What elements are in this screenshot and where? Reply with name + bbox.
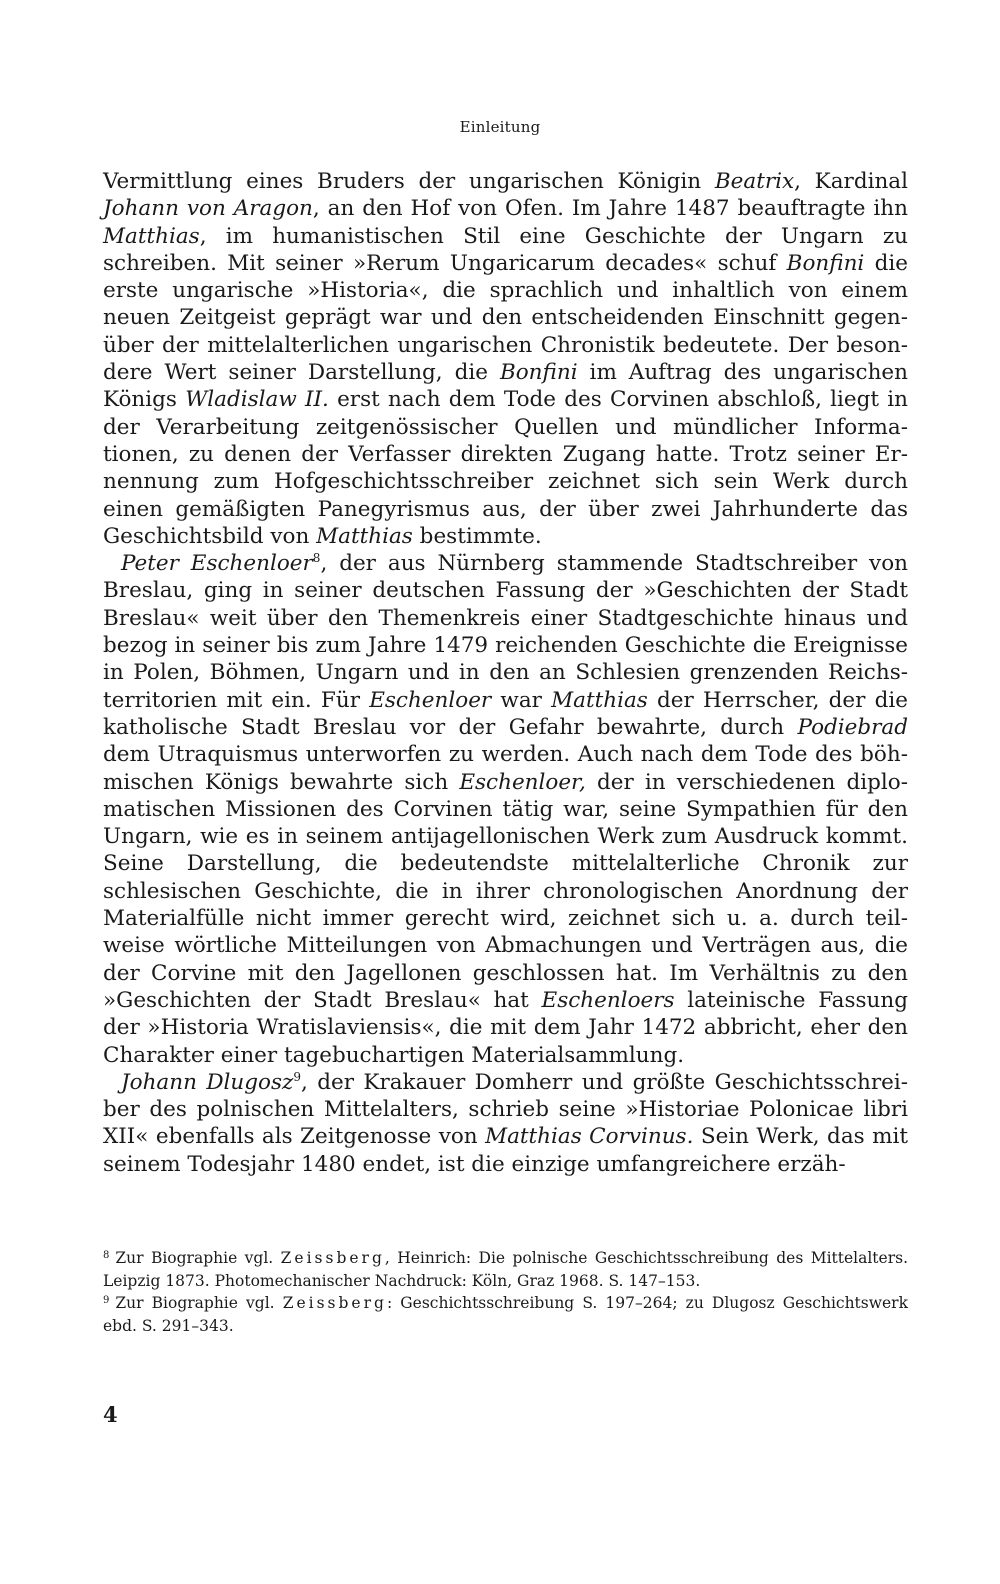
paragraph-bonfini: Vermittlung eines Bruders der ungarischen Königin Beatrix, Kardinal Johann von Aragon, an den Hof von Ofen. Im Jahre 1487 beauftragte ihn Matthias, im humanistischen Stil eine Geschichte der Ungarn zu schreiben. Mit seiner »Rerum Ungaricarum decades« schuf Bonfini die erste ungarische »Historia«, die sprachlich und inhaltlich von einem neuen Zeitgeist geprägt war und den entscheidenden Einschnitt gegenüber der mittelalterlichen ungarischen Chronistik bedeutete. Der besondere Wert seiner Darstellung, die Bonfini im Auftrag des ungarischen Königs Wladislaw II. erst nach dem Tode des Corvinen abschloß, liegt in der Verarbeitung zeitgenössischer Quellen und mündlicher Informationen, zu denen der Verfasser direkten Zugang hatte. Trotz seiner Ernennung zum Hofgeschichtsschreiber zeichnet sich sein Werk durch einen gemäßigten Panegyrismus aus, der über zwei Jahrhunderte das Geschichtsbild von Matthias bestimmte. bbox=[103, 169, 909, 549]
footnote-9: $^9$ Zur Biographie vgl. Zeissberg: Geschichtsschreibung S. 197–264; zu Dlugosz Geschichtswerk ebd. S. 291–343. bbox=[103, 1294, 908, 1335]
paragraph-dlugosz: Johann Dlugosz$^9$, der Krakauer Domherr und größte Geschichtsschreiber des polnischen Mittelalters, schrieb seine »Historiae Polonicae libri XII« ebenfalls als Zeitgenosse von Matthias Corvinus. Sein Werk, das mit seinem Todesjahr 1480 endet, ist die einzige umfangreichere erzäh- bbox=[103, 1069, 909, 1177]
running-head: Einleitung bbox=[459, 118, 541, 136]
body-text bbox=[103, 168, 908, 1178]
footnote-ref-8[interactable]: 8 bbox=[312, 551, 321, 566]
footnote-ref-9[interactable]: 9 bbox=[293, 1069, 301, 1084]
footnote-8: $^8$ Zur Biographie vgl. Zeissberg, Heinrich: Die polnische Geschichtsschreibung des Mittelalters. Leipzig 1873. Photomechanischer Nachdruck: Köln, Graz 1968. S. 147–153. bbox=[103, 1249, 908, 1290]
page-number: 4 bbox=[103, 1402, 118, 1427]
paragraph-eschenloer: Peter Eschenloer$^8$, der aus Nürnberg stammende Stadtschreiber von Breslau, ging in seiner deutschen Fassung der »Geschichten der Stadt Breslau« weit über den Themenkreis einer Stadtgeschichte hinaus und bezog in seiner bis zum Jahre 1479 reichenden Geschichte die Ereignisse in Polen, Böhmen, Ungarn und in den an Schlesien grenzenden Reichsterritorien mit ein. Für Eschenloer war Matthias der Herrscher, der die katholische Stadt Breslau vor der Gefahr bewahrte, durch Podiebrad dem Utraquismus unterworfen zu werden. Auch nach dem Tode des böhmischen Königs bewahrte sich Eschenloer, der in verschiedenen diplomatischen Missionen des Corvinen tätig war, seine Sympathien für den Ungarn, wie es in seinem antijagellonischen Werk zum Ausdruck kommt. Seine Darstellung, die bedeutendste mittelalterliche Chronik zur schlesischen Geschichte, die in ihrer chronologischen Anordnung der Materialfülle nicht immer gerecht wird, zeichnet sich u. a. durch teilweise wörtliche Mitteilungen von Abmachungen und Verträgen aus, die der Corvine mit den Jagellonen geschlossen hat. Im Verhältnis zu den »Geschichten der Stadt Breslau« hat Eschenloers lateinische Fassung der »Historia Wratislaviensis«, die mit dem Jahr 1472 abbricht, eher den Charakter einer tagebuchartigen Materialsammlung. bbox=[103, 551, 908, 1068]
footnotes bbox=[103, 1247, 908, 1337]
